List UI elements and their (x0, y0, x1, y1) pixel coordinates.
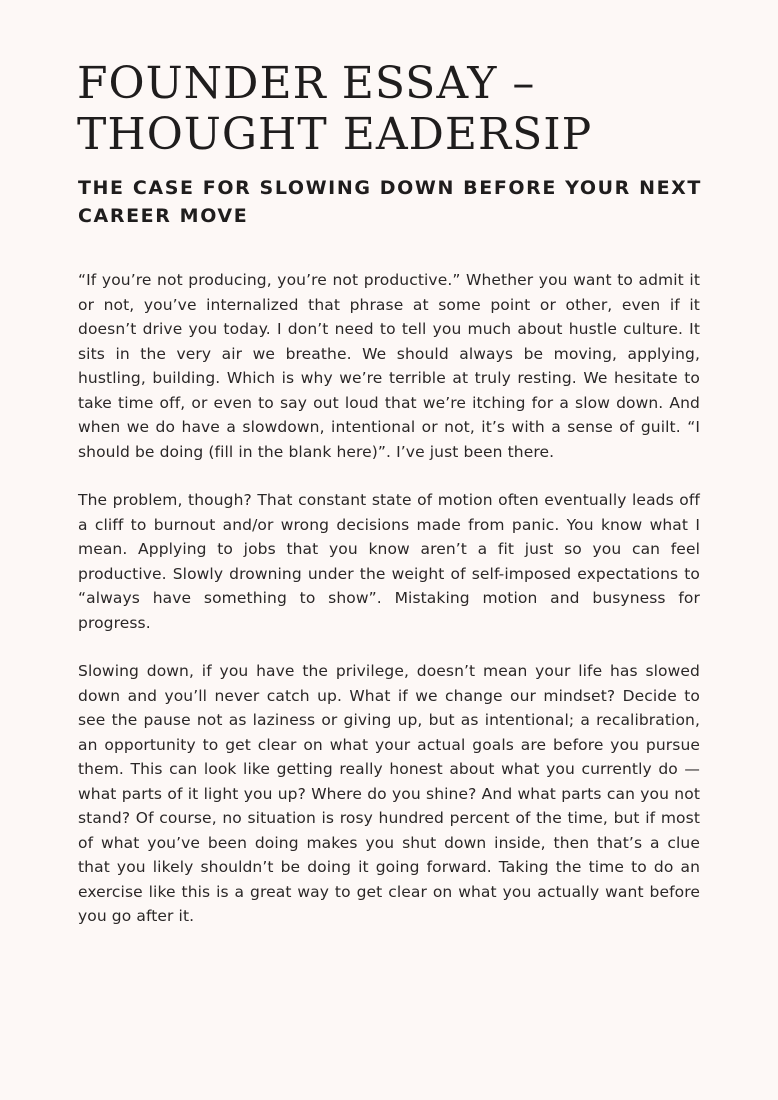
paragraph-2: The problem, though? That constant state of motion often eventually leads off a cliff to burnout and/or wrong decisions made from panic. You know what I mean. Applying to jobs that you know aren’t a fit just so you can feel productive. Slowly drowning under the weight of self-imposed expectations to “always have something to show”. Mistaking motion and busyness for progress. (78, 491, 700, 632)
paragraph-1: “If you’re not producing, you’re not productive.” Whether you want to admit it or not, you’ve internalized that phrase at some point or other, even if it doesn’t drive you today. I don’t need to tell you much about hustle culture. It sits in the very air we breathe. We should always be moving, applying, hustling, building. Which is why we’re terrible at truly resting. We hesitate to take time off, or even to say out loud that we’re itching for a slow down. And when we do have a slowdown, intentional or not, it’s with a sense of guilt. “I should be doing (fill in the blank here)”. I’ve just been there. (78, 271, 700, 461)
paragraph-3: Slowing down, if you have the privilege, doesn’t mean your life has slowed down and you’ll never catch up. What if we change our mindset? Decide to see the pause not as laziness or giving up, but as intentional; a recalibration, an opportunity to get clear on what your actual goals are before you pursue them. This can look like getting really honest about what you currently do — what parts of it light you up? Where do you shine? And what parts can you not stand? Of course, no situation is rosy hundred percent of the time, but if most of what you’ve been doing makes you shut down inside, then that’s a clue that you likely shouldn’t be doing it going forward. Taking the time to do an exercise like this is a great way to get clear on what you actually want before you go after it. (78, 662, 700, 925)
essay-body (78, 268, 700, 953)
page-title: FOUNDER ESSAY – THOUGHT EADERSIP (77, 58, 593, 160)
essay-subtitle: THE CASE FOR SLOWING DOWN BEFORE YOUR NEXT CAREER MOVE (78, 177, 702, 227)
